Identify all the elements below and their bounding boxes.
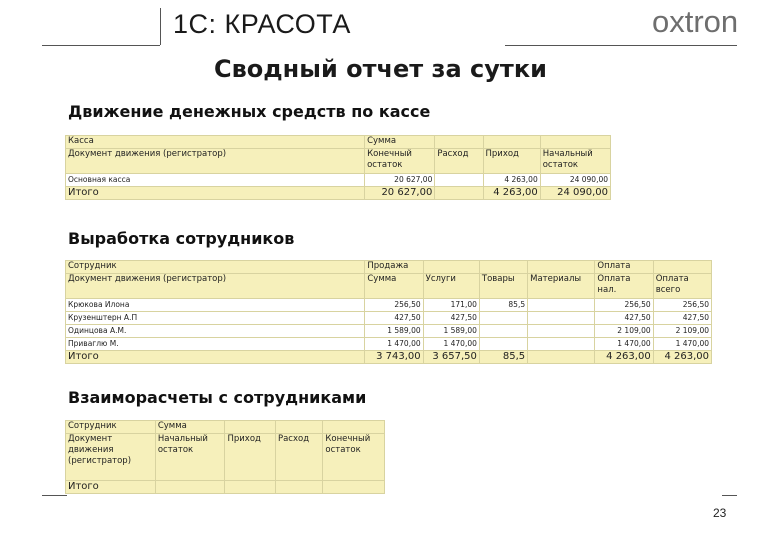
settle-header-row-cell: Приход (225, 434, 275, 481)
cash-table-row (66, 174, 611, 187)
cash-header-row-cell (483, 136, 540, 149)
staff-header-row-cell: Оплата нал. (595, 274, 653, 299)
footer-rule-left (42, 495, 67, 496)
staff-table-row-cell: Приваглю М. (66, 338, 365, 351)
settle-total-row-cell (275, 481, 322, 494)
staff-table-row-cell: 1 589,00 (365, 325, 423, 338)
staff-table-row-cell: 1 470,00 (595, 338, 653, 351)
settle-header-row-cell: Расход (275, 434, 322, 481)
staff-table-row (66, 299, 712, 312)
staff-total-row (66, 351, 712, 364)
staff-table-row-cell: 1 470,00 (423, 338, 479, 351)
cash-total-row-cell: 20 627,00 (365, 187, 435, 200)
page-number: 23 (713, 506, 727, 520)
staff-table-row-cell (528, 338, 595, 351)
settle-table (65, 420, 385, 494)
staff-table-row-cell: Крузенштерн А.П (66, 312, 365, 325)
staff-table-row-cell: Крюкова Илона (66, 299, 365, 312)
staff-total-row-cell: 3 657,50 (423, 351, 479, 364)
settle-header-row-cell (275, 421, 322, 434)
cash-header-row-cell: Расход (435, 149, 483, 174)
staff-table-row-cell: 427,50 (595, 312, 653, 325)
settle-header-row-cell: Начальный остаток (155, 434, 225, 481)
staff-header-row-cell (423, 261, 479, 274)
settle-header-row (66, 434, 385, 481)
cash-header-row-cell: Документ движения (регистратор) (66, 149, 365, 174)
staff-header-row-cell: Услуги (423, 274, 479, 299)
cash-header-row-cell: Начальный остаток (540, 149, 610, 174)
staff-total-row-cell: Итого (66, 351, 365, 364)
cash-header-row-cell: Конечный остаток (365, 149, 435, 174)
staff-header-row-cell: Оплата (595, 261, 653, 274)
staff-table-row-cell: 1 470,00 (365, 338, 423, 351)
staff-table-row-cell: 1 589,00 (423, 325, 479, 338)
staff-total-row-cell: 85,5 (479, 351, 527, 364)
cash-total-row-cell: 24 090,00 (540, 187, 610, 200)
settle-header-row-cell (323, 421, 385, 434)
staff-table-row-cell: 427,50 (423, 312, 479, 325)
staff-header-row-cell: Сотрудник (66, 261, 365, 274)
cash-header-row-cell (540, 136, 610, 149)
staff-header-row-cell (479, 261, 527, 274)
header-title: 1С: КРАСОТА (173, 9, 351, 39)
staff-table-row-cell: 2 109,00 (653, 325, 711, 338)
cash-header-row-cell (435, 136, 483, 149)
settle-total-row-cell: Итого (66, 481, 156, 494)
slide-title: Сводный отчет за сутки (214, 55, 547, 83)
staff-total-row-cell: 4 263,00 (653, 351, 711, 364)
staff-header-row-cell: Продажа (365, 261, 423, 274)
staff-total-row-cell: 3 743,00 (365, 351, 423, 364)
settle-header-row-cell: Сумма (155, 421, 225, 434)
header-divider (160, 8, 161, 45)
staff-header-row-cell: Документ движения (регистратор) (66, 274, 365, 299)
cash-header-row-cell: Касса (66, 136, 365, 149)
staff-table-row-cell (528, 325, 595, 338)
staff-table-row-cell: 1 470,00 (653, 338, 711, 351)
settle-header-row-cell: Документ движения (регистратор) (66, 434, 156, 481)
staff-header-row-cell: Сумма (365, 274, 423, 299)
cash-header-row (66, 149, 611, 174)
settle-total-row-cell (323, 481, 385, 494)
header-rule-left (42, 45, 160, 46)
staff-header-row (66, 274, 712, 299)
cash-table-row-cell (435, 174, 483, 187)
staff-table-row-cell (479, 325, 527, 338)
settle-total-row-cell (155, 481, 225, 494)
settle-total-row-cell (225, 481, 275, 494)
cash-table-row-cell: 20 627,00 (365, 174, 435, 187)
cash-total-row-cell: 4 263,00 (483, 187, 540, 200)
staff-table-row-cell (479, 338, 527, 351)
staff-table-row-cell: 171,00 (423, 299, 479, 312)
staff-header-row-cell (528, 261, 595, 274)
cash-header-row (66, 136, 611, 149)
staff-header-row (66, 261, 712, 274)
brand-logo-text: oxtron (652, 4, 739, 39)
cash-total-row-cell (435, 187, 483, 200)
cash-table-row-cell: 24 090,00 (540, 174, 610, 187)
cash-header-row-cell: Приход (483, 149, 540, 174)
staff-table-row (66, 338, 712, 351)
settle-header-row-cell: Сотрудник (66, 421, 156, 434)
staff-header-row-cell: Материалы (528, 274, 595, 299)
staff-table (65, 260, 712, 364)
staff-table-row-cell: 427,50 (653, 312, 711, 325)
settle-total-row (66, 481, 385, 494)
cash-total-row (66, 187, 611, 200)
settle-section-title: Взаиморасчеты с сотрудниками (68, 388, 367, 407)
report-screenshot (63, 100, 718, 495)
settle-header-row (66, 421, 385, 434)
cash-header-row-cell: Сумма (365, 136, 435, 149)
staff-table-row-cell: Одинцова А.М. (66, 325, 365, 338)
cash-table (65, 135, 611, 200)
footer-rule-right (722, 495, 737, 496)
cash-total-row-cell: Итого (66, 187, 365, 200)
staff-total-row-cell (528, 351, 595, 364)
staff-table-row-cell (479, 312, 527, 325)
staff-section-title: Выработка сотрудников (68, 229, 295, 248)
header-rule-right (505, 45, 737, 46)
staff-header-row-cell: Оплата всего (653, 274, 711, 299)
cash-section-title: Движение денежных средств по кассе (68, 102, 431, 121)
cash-table-row-cell: Основная касса (66, 174, 365, 187)
staff-table-row-cell (528, 312, 595, 325)
cash-table-row-cell: 4 263,00 (483, 174, 540, 187)
staff-header-row-cell (653, 261, 711, 274)
staff-total-row-cell: 4 263,00 (595, 351, 653, 364)
staff-table-row-cell (528, 299, 595, 312)
staff-table-row-cell: 256,50 (653, 299, 711, 312)
staff-table-row-cell: 2 109,00 (595, 325, 653, 338)
settle-header-row-cell: Конечный остаток (323, 434, 385, 481)
staff-table-row (66, 325, 712, 338)
staff-table-row-cell: 85,5 (479, 299, 527, 312)
settle-header-row-cell (225, 421, 275, 434)
staff-table-row-cell: 256,50 (595, 299, 653, 312)
staff-table-row (66, 312, 712, 325)
staff-table-row-cell: 427,50 (365, 312, 423, 325)
staff-header-row-cell: Товары (479, 274, 527, 299)
staff-table-row-cell: 256,50 (365, 299, 423, 312)
